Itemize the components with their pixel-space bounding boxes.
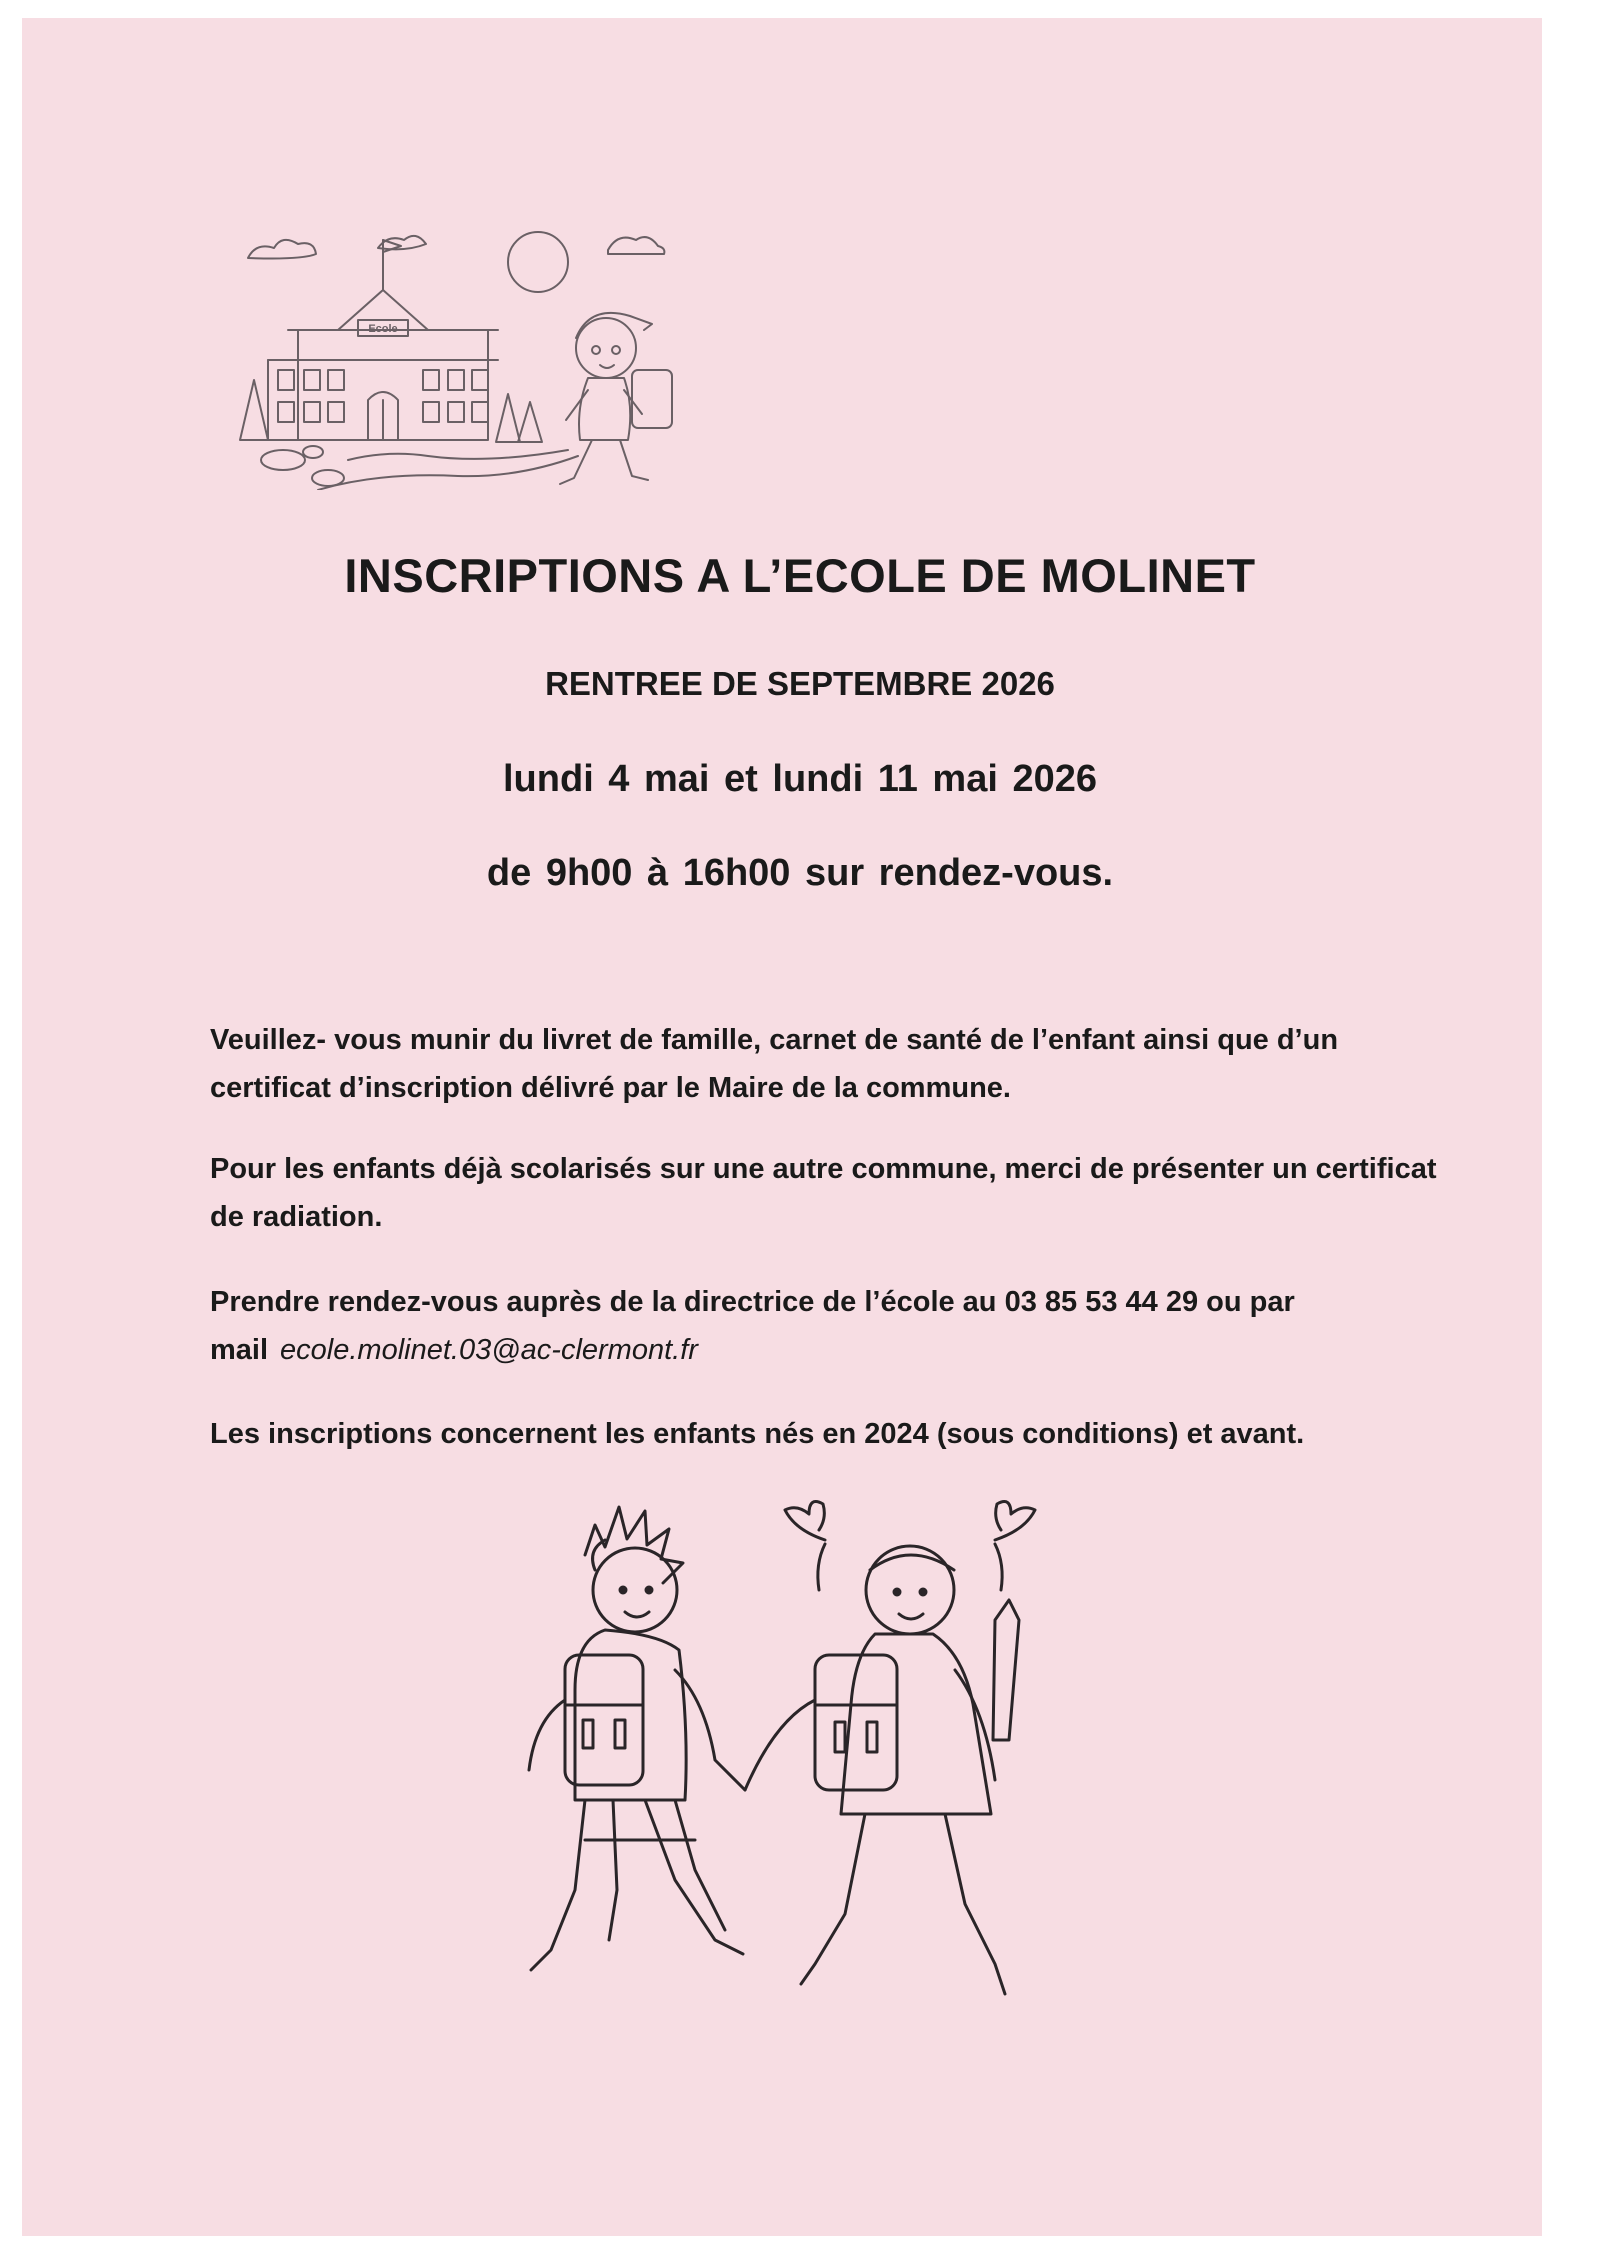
appointment-paragraph [210, 1278, 1450, 1374]
registration-dates: lundi 4 mai et lundi 11 mai 2026 [503, 758, 1097, 800]
documents-paragraph: Veuillez- vous munir du livret de famille, carnet de santé de l’enfant ainsi que d’un certificat d’inscription délivré par le Maire de la commune. [210, 1024, 1339, 1104]
subtitle: RENTREE DE SEPTEMBRE 2026 [545, 665, 1055, 702]
page-title: INSCRIPTIONS A L’ECOLE DE MOLINET [344, 549, 1256, 602]
appointment-text: Prendre rendez-vous auprès de la directrice de l’école au 03 85 53 44 29 ou par mail [210, 1286, 1295, 1366]
radiation-paragraph: Pour les enfants déjà scolarisés sur une autre commune, merci de présenter un certificat de radiation. [210, 1153, 1437, 1233]
school-sign-text: Ecole [368, 323, 398, 335]
email-link[interactable]: ecole.molinet.03@ac-clermont.fr [280, 1334, 698, 1366]
eligibility-paragraph: Les inscriptions concernent les enfants nés en 2024 (sous conditions) et avant. [210, 1418, 1305, 1450]
boy-figure [529, 1507, 745, 1970]
school-illustration [228, 210, 698, 490]
girl-figure [745, 1502, 1035, 1994]
registration-hours: de 9h00 à 16h00 sur rendez-vous. [486, 852, 1114, 894]
kids-illustration [525, 1500, 1085, 2060]
